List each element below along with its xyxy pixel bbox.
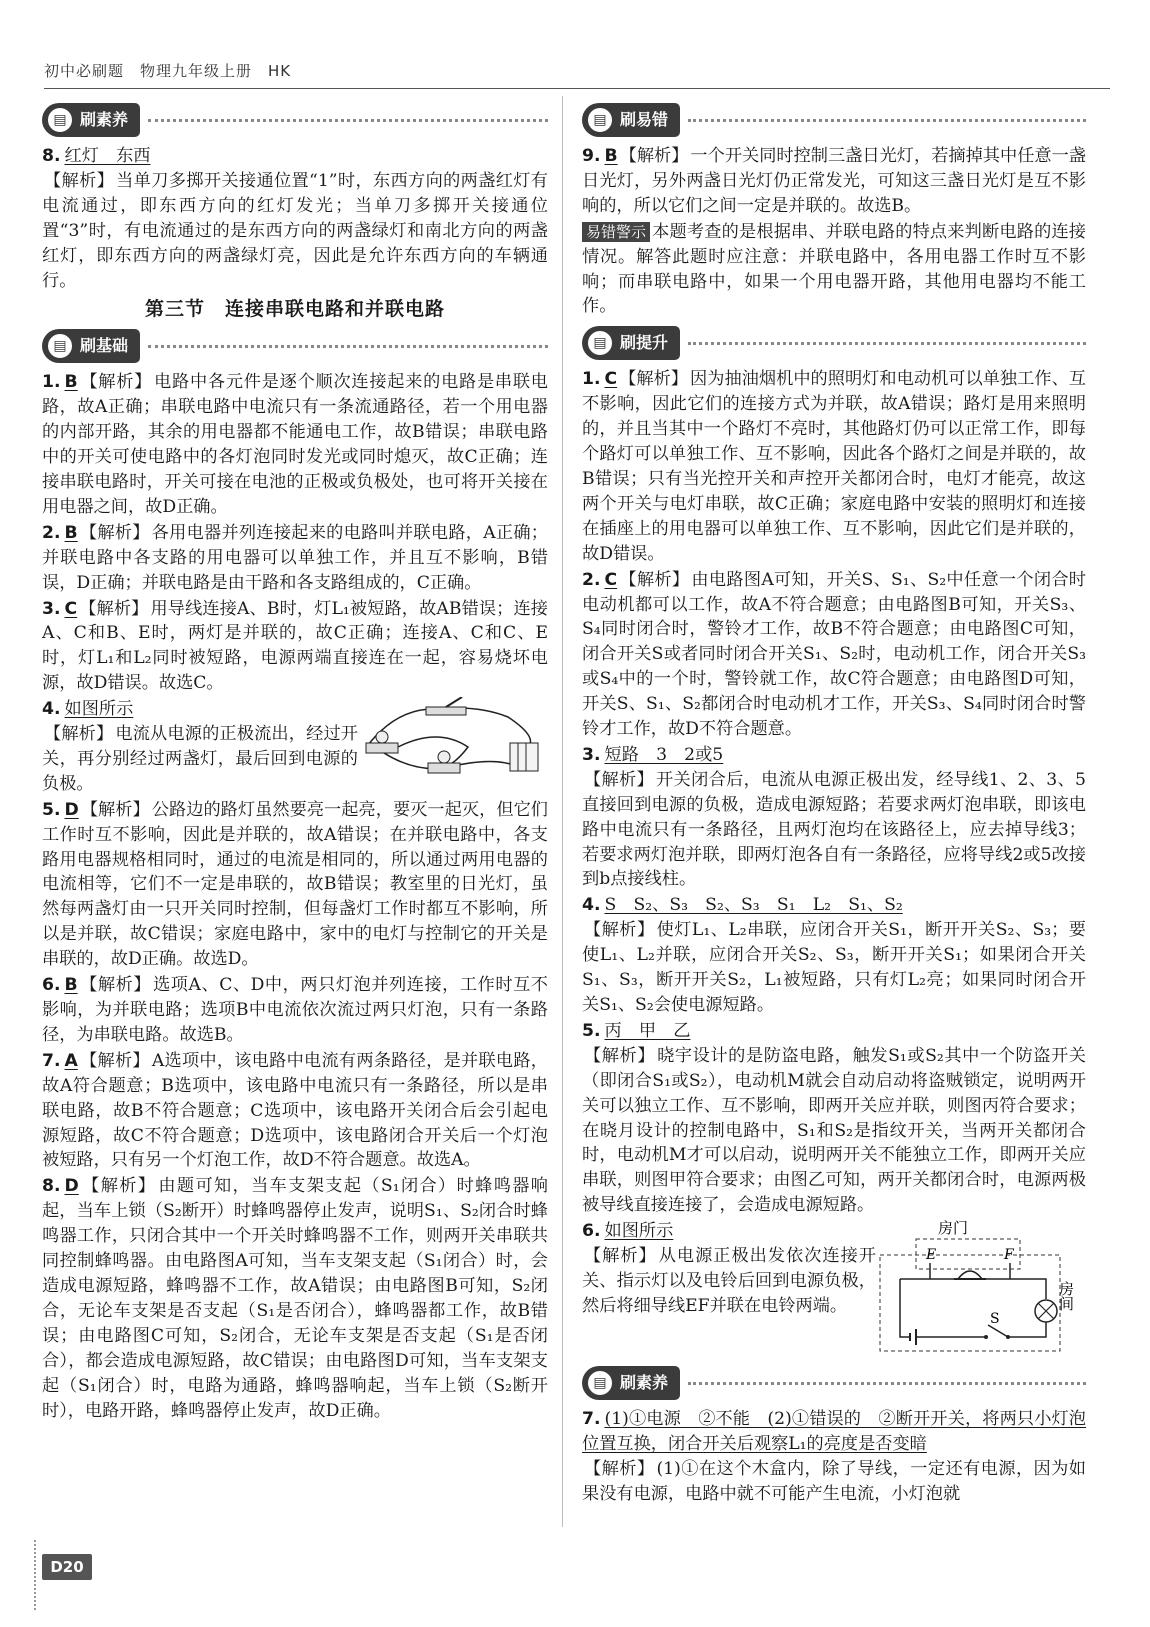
banner-shua-suyang: ▤ 刷素养 xyxy=(42,100,548,140)
answer-r6: 6. 如图所示 【解析】 从电源正极出发依次连接开关、指示灯以及电铃后回到电源负极，然后将细导线EF并联在电铃两端。 房门 E F S 房间 xyxy=(582,1219,1086,1359)
answer-2: 2. B 【解析】 各用电器并列连接起来的电路叫并联电路，A正确；并联电路中各支路的用电器可以单独工作，并且互不影响，B错误，D正确；并联电路是由干路和各支路组成的，C正确。 xyxy=(42,522,548,593)
banner-shua-tisheng: ▤ 刷提升 xyxy=(582,323,1086,363)
book-icon: ▤ xyxy=(586,106,614,134)
banner-shua-yicuo: ▤ 刷易错 xyxy=(582,100,1086,140)
banner-shua-suyang-2: ▤ 刷素养 xyxy=(582,1363,1086,1403)
label-f: F xyxy=(1004,1247,1014,1264)
circuit-figure-6 xyxy=(876,1219,1086,1359)
answer-3: 3. C 【解析】 用导线连接A、B时，灯L₁被短路，故AB错误；连接A、C和B、E时，两灯是并联的，故C正确；连接A、C和C、E时，灯L₁和L₂同时被短路，电源两端直接连在一起，容易烧坏电源，故D错误。故选C。 xyxy=(42,598,548,694)
book-icon: ▤ xyxy=(586,1369,614,1397)
banner-shua-jichu: ▤ 刷基础 xyxy=(42,326,548,366)
left-column xyxy=(42,96,548,1539)
answer-9: 9. B 【解析】 一个开关同时控制三盏日光灯，若摘掉其中任意一盏日光灯，另外两盏日光灯仍正常发光，可知这三盏日光灯是互不影响的，所以它们之间一定是并联的。故选B。 xyxy=(582,146,1086,216)
answer-6: 6. B 【解析】 选项A、C、D中，两只灯泡并列连接，工作时互不影响，为并联电路；选项B中电流依次流过两只灯泡，只有一条路径，为串联电路。故选B。 xyxy=(42,975,548,1045)
answer-r5: 5. 丙 甲 乙 【解析】 晓宇设计的是防盗电路，触发S₁或S₂其中一个防盗开关（即闭合S₁或S₂），电动机M就会自动启动将盗贼锁定，说明两开关可以独立工作、互不影响，即两开关应并联，则图丙符合要求；在晓月设计的控制电路中，S₁和S₂是指纹开关，当两开关都闭合时，电动机M才可以启动，说明两开关不能独立工作，即两开关应串联，则图甲符合要求；由图乙可知，两开关都闭合时，电源两极被导线直接连接了，会造成电源短路。 xyxy=(582,1020,1086,1216)
page-header: 初中必刷题 物理九年级上册 HK xyxy=(44,62,292,80)
section-title: 第三节 连接串联电路和并联电路 xyxy=(144,298,445,321)
answer-r7: 7. (1)①电源 ②不能 (2)①错误的 ②断开开关，将两只小灯泡位置互换，闭合开关后观察L₁的亮度是否变暗 【解析】 (1)①在这个木盒内，除了导线，一定还有电源，因为如果没有电源，电路中就不可能产生电流，小灯泡就 xyxy=(582,1409,1086,1504)
answer-8a: 8. 红灯 东西 【解析】 当单刀多掷开关接通位置“1”时，东西方向的两盏红灯有电流通过，即东西方向的红灯发光；当单刀多掷开关接通位置“3”时，有电流通过的是东西方向的两盏绿灯和南北方向的两盏红灯，即东西方向的两盏绿灯亮，因此是允许东西方向的车辆通行。 xyxy=(42,146,548,291)
answer-r2: 2. C 【解析】 由电路图A可知，开关S、S₁、S₂中任意一个闭合时电动机都可以工作，故A不符合题意；由电路图B可知，开关S₃、S₄同时闭合时，警铃才工作，故B不符合题意；由电路图C可知，闭合开关S或者同时闭合开关S₁、S₂时，电动机工作，闭合开关S₃或S₄中的一个时，警铃就工作，故C符合题意；由电路图D可知，开关S、S₁、S₂都闭合时电动机才工作，开关S₃、S₄同时闭合时警铃才工作，故D不符合题意。 xyxy=(582,569,1086,740)
column-divider xyxy=(562,96,563,1527)
answer-4: 4. 如图所示 【解析】 电流从电源的正极流出，经过开关，再分别经过两盏灯，最后回到电源的负极。 xyxy=(42,697,548,797)
answer-1: 1. B 【解析】 电路中各元件是逐个顺次连接起来的电路是串联电路，故A正确；串联电路中电流只有一条流通路径，若一个用电器的内部开路，其余的用电器都不能通电工作，故B错误；串联电路中的开关可使电路中的各灯泡同时发光或同时熄灭，故C正确；连接串联电路时，开关可接在电池的正极或负极处，也可将开关接在用电器之间，故D正确。 xyxy=(42,372,548,517)
book-icon: ▤ xyxy=(46,106,74,134)
door-label: 房门 xyxy=(938,1219,969,1238)
circuit-figure-4 xyxy=(358,697,548,777)
bell-icon xyxy=(958,1271,982,1279)
error-warning: 易错警示 本题考查的是根据串、并联电路的特点来判断电路的连接情况。解答此题时应注意：并联电路中，各用电器工作时互不影响；而串联电路中，如果一个用电器开路，其他用电器均不能工作。 xyxy=(582,221,1086,317)
battery-icon xyxy=(910,1329,916,1345)
header-rule xyxy=(44,88,1110,89)
answer-r4: 4. S S₂、S₃ S₂、S₃ S₁ L₂ S₁、S₂ 【解析】 使灯L₁、L₂串联，应闭合开关S₁，断开开关S₂、S₃；要使L₁、L₂并联，应闭合开关S₂、S₃，断开开关S₁；如果闭合开关S₁、S₃，断开开关S₂，L₁被短路，只有灯L₂亮；如果同时闭合开关S₁、S₂会使电源短路。 xyxy=(582,895,1086,1015)
label-e: E xyxy=(926,1247,937,1264)
label-s: S xyxy=(990,1311,1000,1328)
answer-r3: 3. 短路 3 2或5 【解析】 开关闭合后，电流从电源正极出发，经导线1、2、3、5直接回到电源的负极，造成电源短路；若要求两灯泡串联，即该电路中电流只有一条路径，且两灯泡均在该路径上，应去掉导线3；若要求两灯泡并联，即两灯泡各自有一条路径，应将导线2或5改接到b点接线柱。 xyxy=(582,744,1086,890)
right-column xyxy=(582,96,1086,1539)
book-icon: ▤ xyxy=(586,329,614,357)
answer-7: 7. A 【解析】 A选项中，该电路中电流有两条路径，是并联电路，故A符合题意；B选项中，该电路中电流只有一条路径，所以是串联电路，故B不符合题意；C选项中，该电路开关闭合后会引起电源短路，故C不符合题意；D选项中，该电路闭合开关后一个灯泡被短路，只有另一个灯泡工作，故D不符合题意。故选A。 xyxy=(42,1050,548,1171)
page-number-rule xyxy=(34,1540,36,1610)
answer-r1: 1. C 【解析】 因为抽油烟机中的照明灯和电动机可以单独工作、互不影响，因此它们的连接方式为并联，故A错误；路灯是用来照明的，并且当其中一个路灯不亮时，其他路灯仍可以正常工作，即每个路灯可以单独工作、互不影响，因此各个路灯之间是并联的，故B错误；只有当光控开关和声控开关都闭合时，电灯才能亮，故这两个开关与电灯串联，故C正确；家庭电路中安装的照明灯和连接在插座上的用电器可以单独工作、互不影响，因此它们是并联的，故D错误。 xyxy=(582,369,1086,564)
answer-8: 8. D 【解析】 由题可知，当车支架支起（S₁闭合）时蜂鸣器响起，当车上锁（S₂断开）时蜂鸣器停止发声，说明S₁、S₂闭合时蜂鸣器工作，只闭合其中一个开关时蜂鸣器不工作，则两开关串联共同控制蜂鸣器。由电路图A可知，当车支架支起（S₁闭合）时，会造成电源短路，蜂鸣器不工作，故A错误；由电路图B可知，S₂闭合，无论车支架是否支起（S₁是否闭合），蜂鸣器都工作，故B错误；由电路图C可知，S₂闭合，无论车支架是否支起（S₁是否闭合），都会造成电源短路，故C错误；由电路图D可知，当车支架支起（S₁闭合）时，电路为通路，蜂鸣器响起，当车上锁（S₂断开时），电路开路，蜂鸣器停止发声，故D正确。 xyxy=(42,1176,548,1421)
answer-5: 5. D 【解析】 公路边的路灯虽然要亮一起亮，要灭一起灭，但它们工作时互不影响，因此是并联的，故A错误；在并联电路中，各支路用电器规格相同时，通过的电流是相同的，所以通过两用电器的电流相等，它们不一定是串联的，故B错误；教室里的日光灯，虽然每两盏灯由一只开关同时控制，但每盏灯工作时都互不影响，所以是并联，故C错误；家庭电路中，家中的电灯与控制它的开关是串联的，故D正确。故选D。 xyxy=(42,799,548,970)
book-icon: ▤ xyxy=(46,332,74,360)
page-number: D20 xyxy=(42,1554,92,1580)
room-label: 房间 xyxy=(1057,1281,1075,1312)
